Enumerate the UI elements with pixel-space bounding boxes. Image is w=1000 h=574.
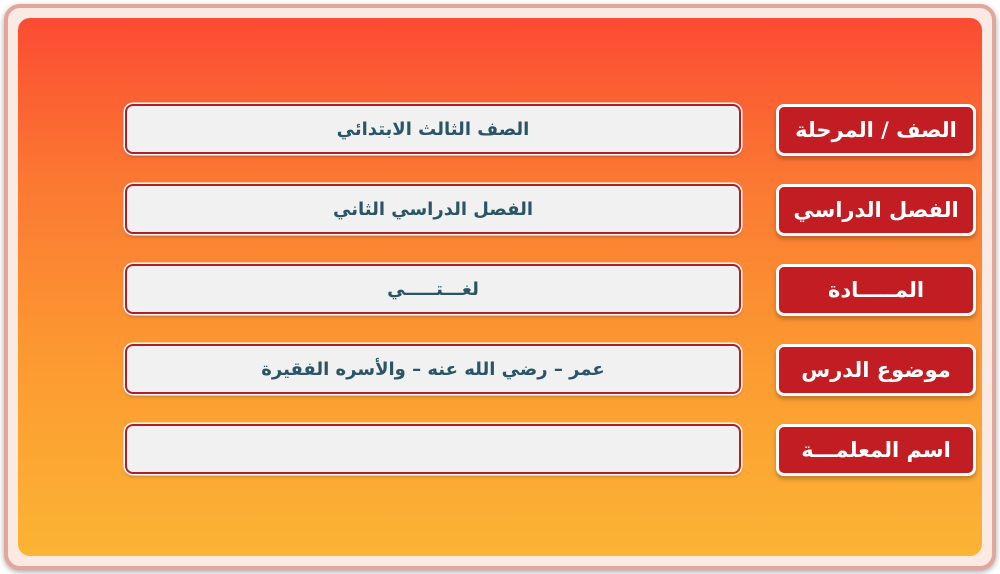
grade-label: الصف / المرحلة bbox=[776, 104, 976, 156]
subject-value: لغـــتـــــي bbox=[125, 264, 741, 314]
teacher-name-value bbox=[125, 424, 741, 474]
row-semester bbox=[18, 184, 982, 236]
teacher-name-label: اسم المعلمـــة bbox=[776, 424, 976, 476]
row-lesson-topic bbox=[18, 344, 982, 396]
row-subject bbox=[18, 264, 982, 316]
row-teacher-name bbox=[18, 424, 982, 476]
lesson-topic-value: عمر – رضي الله عنه – والأسره الفقيرة bbox=[125, 344, 741, 394]
subject-label: المـــــادة bbox=[776, 264, 976, 316]
grade-value: الصف الثالث الابتدائي bbox=[125, 104, 741, 154]
semester-value: الفصل الدراسي الثاني bbox=[125, 184, 741, 234]
lesson-topic-label: موضوع الدرس bbox=[776, 344, 976, 396]
gradient-panel bbox=[18, 18, 982, 556]
row-grade bbox=[18, 104, 982, 156]
semester-label: الفصل الدراسي bbox=[776, 184, 976, 236]
title-card-frame bbox=[4, 4, 996, 570]
